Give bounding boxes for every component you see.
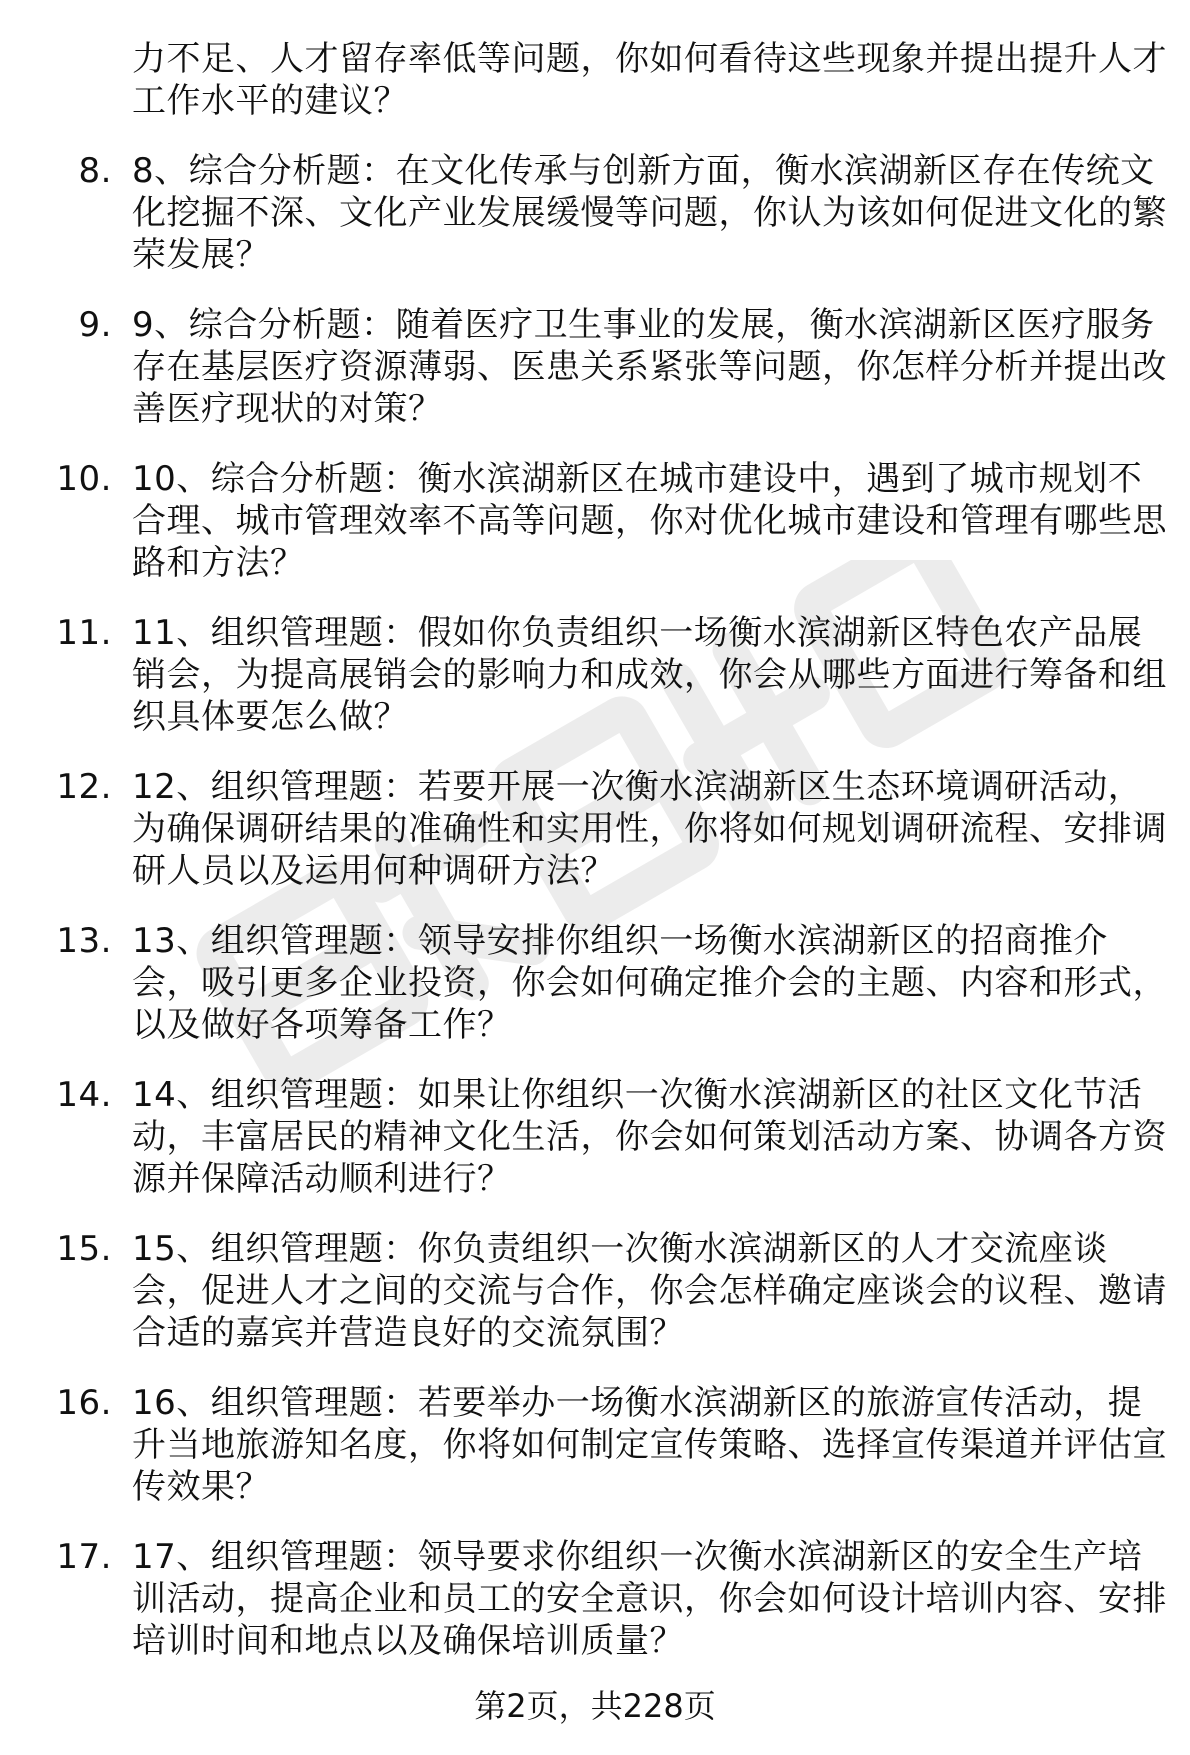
item-text: 11、组织管理题：假如你负责组织一场衡水滨湖新区特色农产品展销会，为提高展销会的影响力和成效，你会从哪些方面进行筹备和组织具体要怎么做？: [132, 613, 1167, 737]
item-number: 11.: [56, 613, 112, 653]
list-item: [0, 150, 1190, 276]
item-number: 10.: [56, 459, 112, 499]
item-text: 8、综合分析题：在文化传承与创新方面，衡水滨湖新区存在传统文化挖掘不深、文化产业发展缓慢等问题，你认为该如何促进文化的繁荣发展？: [132, 151, 1167, 275]
list-item: [0, 766, 1190, 892]
item-text: 10、综合分析题：衡水滨湖新区在城市建设中，遇到了城市规划不合理、城市管理效率不高等问题，你对优化城市建设和管理有哪些思路和方法？: [132, 459, 1167, 583]
list-item: [0, 920, 1190, 1046]
item-text: 14、组织管理题：如果让你组织一次衡水滨湖新区的社区文化节活动，丰富居民的精神文化生活，你会如何策划活动方案、协调各方资源并保障活动顺利进行？: [132, 1075, 1167, 1199]
item-text: 15、组织管理题：你负责组织一次衡水滨湖新区的人才交流座谈会，促进人才之间的交流与合作，你会怎样确定座谈会的议程、邀请合适的嘉宾并营造良好的交流氛围？: [132, 1229, 1167, 1353]
item-text: 9、综合分析题：随着医疗卫生事业的发展，衡水滨湖新区医疗服务存在基层医疗资源薄弱、医患关系紧张等问题，你怎样分析并提出改善医疗现状的对策？: [132, 305, 1167, 429]
list-item: [0, 1074, 1190, 1200]
item-number: 15.: [56, 1229, 112, 1269]
item-text: 16、组织管理题：若要举办一场衡水滨湖新区的旅游宣传活动，提升当地旅游知名度，你将如何制定宣传策略、选择宣传渠道并评估宣传效果？: [132, 1383, 1167, 1507]
item-number: 16.: [56, 1383, 112, 1423]
page-footer: 第2页，共228页: [474, 1687, 716, 1725]
item-number: 14.: [56, 1075, 112, 1115]
item-text: 17、组织管理题：领导要求你组织一次衡水滨湖新区的安全生产培训活动，提高企业和员工的安全意识，你会如何设计培训内容、安排培训时间和地点以及确保培训质量？: [132, 1537, 1167, 1661]
list-item: [0, 1382, 1190, 1508]
question-list: [0, 38, 1190, 1662]
item-number: 13.: [56, 921, 112, 961]
item-number: 9.: [78, 305, 112, 345]
list-item: [0, 1536, 1190, 1662]
item-number: 17.: [56, 1537, 112, 1577]
list-item: [0, 612, 1190, 738]
item-text: 13、组织管理题：领导安排你组织一场衡水滨湖新区的招商推介会，吸引更多企业投资，你会如何确定推介会的主题、内容和形式，以及做好各项筹备工作？: [132, 921, 1167, 1045]
list-item: [0, 1228, 1190, 1354]
item-number: 12.: [56, 767, 112, 807]
list-item: [0, 458, 1190, 584]
continuation-text: 力不足、人才留存率低等问题，你如何看待这些现象并提出提升人才工作水平的建议？: [132, 39, 1167, 121]
item-text: 12、组织管理题：若要开展一次衡水滨湖新区生态环境调研活动，为确保调研结果的准确性和实用性，你将如何规划调研流程、安排调研人员以及运用何种调研方法？: [132, 767, 1167, 891]
list-item: [0, 304, 1190, 430]
item-number: 8.: [78, 151, 112, 191]
